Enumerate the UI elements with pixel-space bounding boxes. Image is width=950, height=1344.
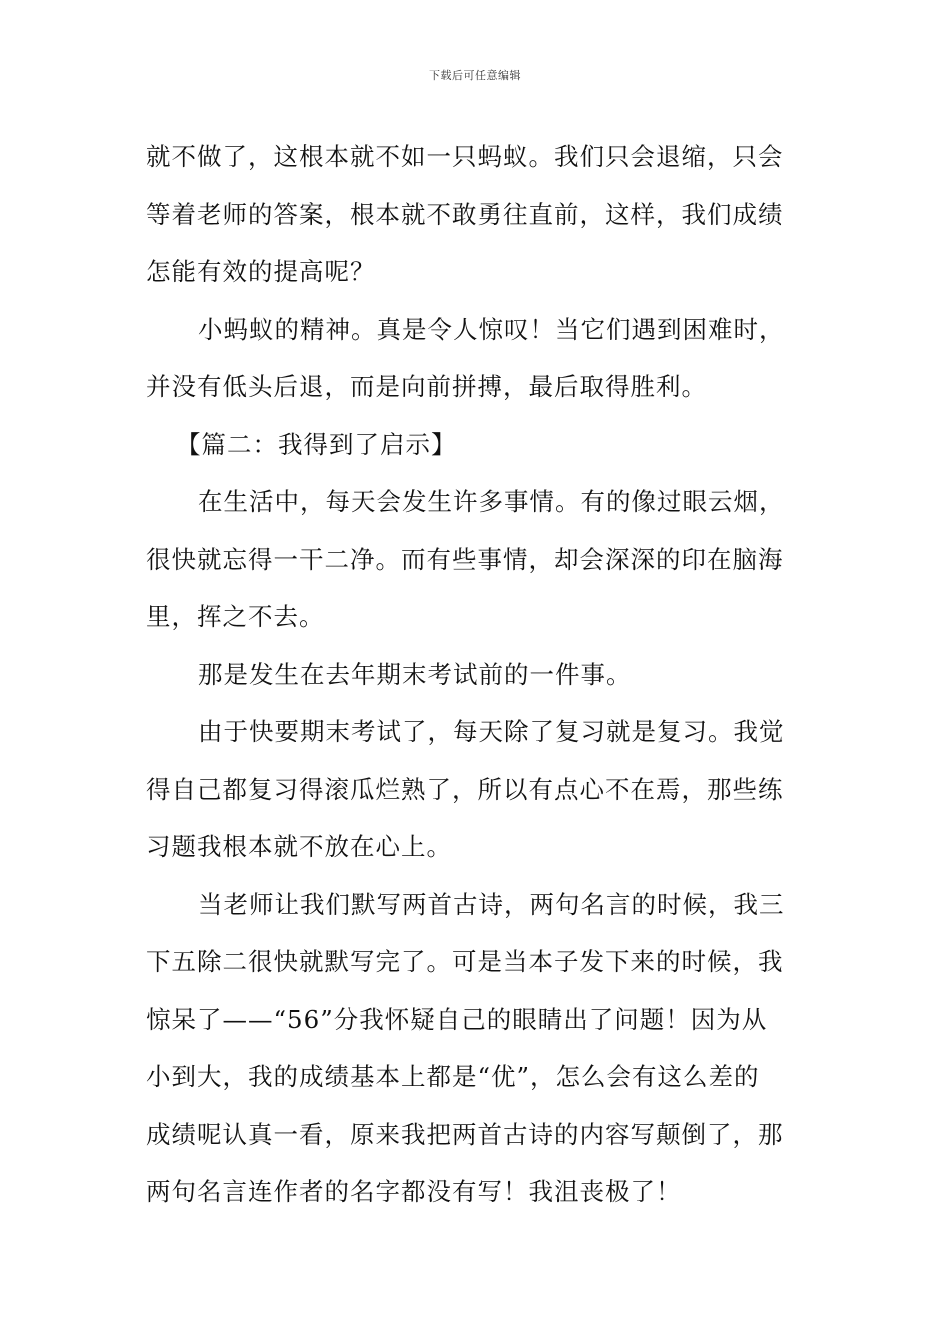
- text-line: 等着老师的答案，根本就不敢勇往直前，这样，我们成绩: [146, 199, 784, 229]
- text-line: 里，挥之不去。: [146, 602, 325, 631]
- paragraph-start-line: 在生活中，每天会发生许多事情。有的像过眼云烟，: [198, 487, 785, 516]
- paragraph-start-line: 当老师让我们默写两首古诗，两句名言的时候，我三: [198, 889, 785, 919]
- text-line: 下五除二很快就默写完了。可是当本子发下来的时候，我: [146, 947, 784, 976]
- text-line: 成绩呢认真一看，原来我把两首古诗的内容写颠倒了，那: [146, 1119, 784, 1149]
- text-line: 并没有低头后退，而是向前拼搏，最后取得胜利。: [146, 372, 707, 401]
- page-header: 下载后可任意编辑: [429, 69, 521, 82]
- paragraph-start-line: 小蚂蚁的精神。真是令人惊叹！当它们遇到困难时，: [198, 314, 785, 344]
- text-line: 小到大，我的成绩基本上都是“优”，怎么会有这么差的: [146, 1062, 760, 1091]
- text-line: 惊呆了——“56”分我怀疑自己的眼睛出了问题！因为从: [146, 1004, 768, 1034]
- text-line: 习题我根本就不放在心上。: [146, 832, 452, 861]
- document-body: [146, 128, 810, 1221]
- section-title: 【篇二：我得到了启示】: [176, 429, 457, 459]
- paragraph-start-line: 那是发生在去年期末考试前的一件事。: [198, 659, 632, 689]
- paragraph-start-line: 由于快要期末考试了，每天除了复习就是复习。我觉: [198, 717, 785, 746]
- text-line: 很快就忘得一干二净。而有些事情，却会深深的印在脑海: [146, 544, 784, 574]
- text-line: 得自己都复习得滚瓜烂熟了，所以有点心不在焉，那些练: [146, 774, 784, 804]
- text-line: 两句名言连作者的名字都没有写！我沮丧极了！: [146, 1177, 682, 1206]
- text-line: 就不做了，这根本就不如一只蚂蚁。我们只会退缩，只会: [146, 142, 784, 171]
- text-line: 怎能有效的提高呢？: [146, 257, 376, 286]
